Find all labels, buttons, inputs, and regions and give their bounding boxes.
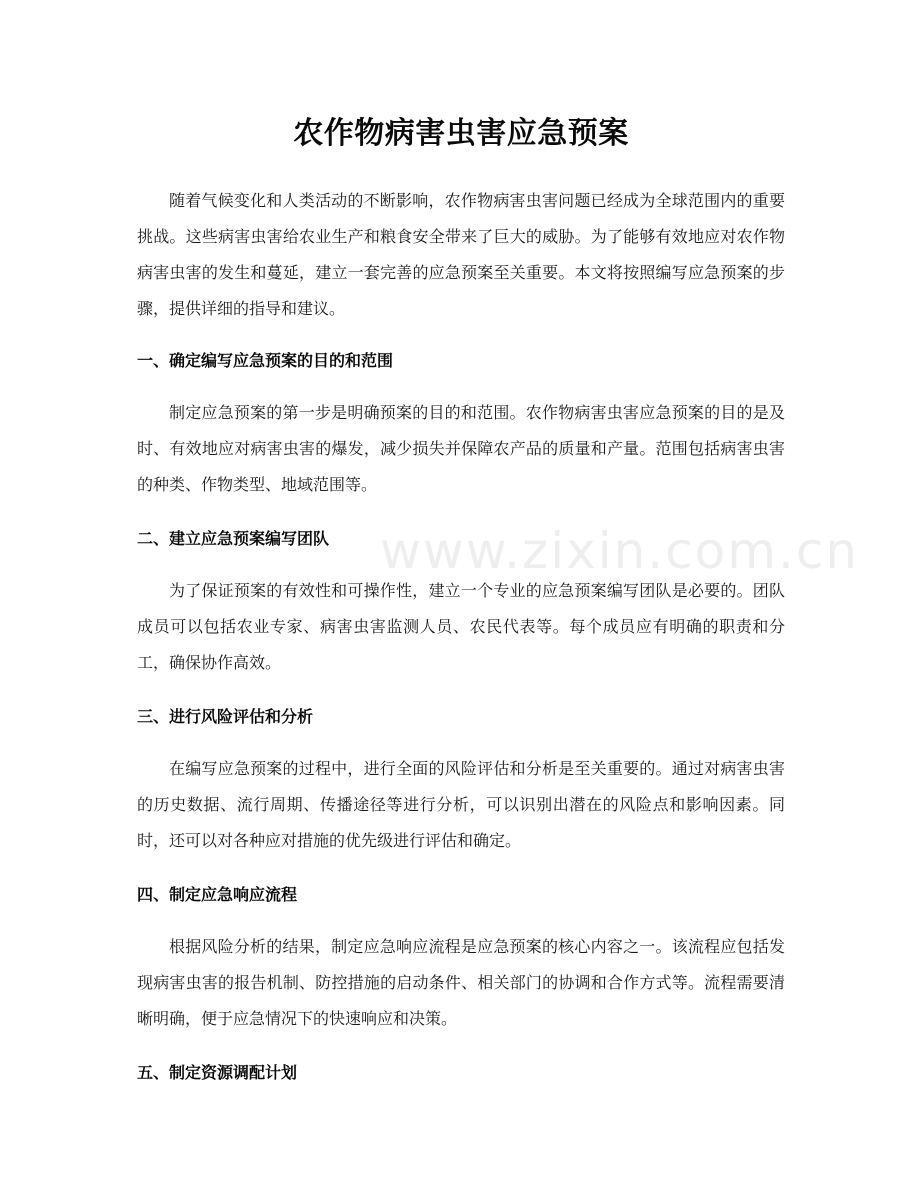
intro-paragraph: 随着气候变化和人类活动的不断影响，农作物病害虫害问题已经成为全球范围内的重要挑战。这些病害虫害给农业生产和粮食安全带来了巨大的威胁。为了能够有效地应对农作物病害虫害的发生和蔓延，建立一套完善的应急预案至关重要。本文将按照编写应急预案的步骤，提供详细的指导和建议。 xyxy=(137,191,785,318)
document-title: 农作物病害虫害应急预案 xyxy=(293,116,629,151)
section-body-1: 制定应急预案的第一步是明确预案的目的和范围。农作物病害虫害应急预案的目的是及时、有效地应对病害虫害的爆发，减少损失并保障农产品的质量和产量。范围包括病害虫害的种类、作物类型、地域范围等。 xyxy=(137,403,785,494)
watermark-text: www.zixin.com.cn xyxy=(380,522,860,580)
section-heading-4: 四、制定应急响应流程 xyxy=(137,885,298,904)
section-heading-2: 二、建立应急预案编写团队 xyxy=(137,529,330,548)
section-body-4: 根据风险分析的结果，制定应急响应流程是应急预案的核心内容之一。该流程应包括发现病害虫害的报告机制、防控措施的启动条件、相关部门的协调和合作方式等。流程需要清晰明确，便于应急情况下的快速响应和决策。 xyxy=(137,937,785,1028)
document-content xyxy=(137,108,785,1091)
section-heading-1: 一、确定编写应急预案的目的和范围 xyxy=(137,351,394,370)
section-body-3: 在编写应急预案的过程中，进行全面的风险评估和分析是至关重要的。通过对病害虫害的历史数据、流行周期、传播途径等进行分析，可以识别出潜在的风险点和影响因素。同时，还可以对各种应对措施的优先级进行评估和确定。 xyxy=(137,759,785,850)
section-heading-5: 五、制定资源调配计划 xyxy=(137,1063,298,1082)
section-heading-3: 三、进行风险评估和分析 xyxy=(137,707,314,726)
section-body-2: 为了保证预案的有效性和可操作性，建立一个专业的应急预案编写团队是必要的。团队成员可以包括农业专家、病害虫害监测人员、农民代表等。每个成员应有明确的职责和分工，确保协作高效。 xyxy=(137,581,785,672)
